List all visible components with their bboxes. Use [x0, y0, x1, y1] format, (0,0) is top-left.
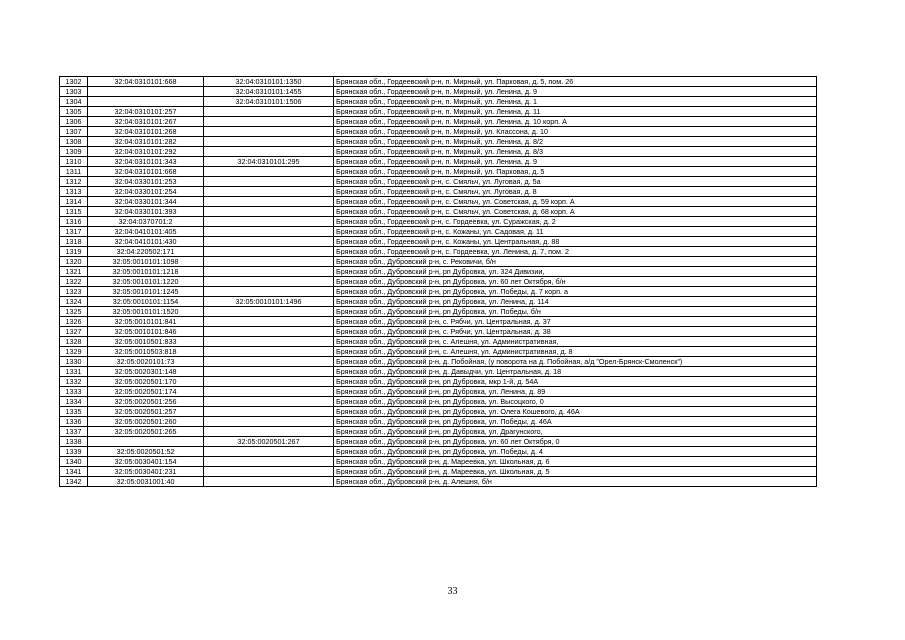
table-row: [60, 387, 817, 397]
cadastral-number-building-cell: [204, 337, 334, 347]
cadastral-number-building-cell: [204, 387, 334, 397]
cadastral-number-building-cell: [204, 177, 334, 187]
table-row: [60, 77, 817, 87]
cadastral-number-land-cell: 32:04:0330101:253: [88, 177, 204, 187]
cadastral-number-building-cell: [204, 357, 334, 367]
table-row: [60, 217, 817, 227]
table-row: [60, 347, 817, 357]
cadastral-number-land-cell: 32:05:0010101:841: [88, 317, 204, 327]
cadastral-number-land-cell: 32:05:0010101:1098: [88, 257, 204, 267]
address-cell: Брянская обл., Дубровский р-н, рп Дубровка, ул. 60 лет Октября, 0: [334, 437, 817, 447]
cadastral-number-building-cell: [204, 117, 334, 127]
table-row: [60, 157, 817, 167]
address-cell: Брянская обл., Дубровский р-н, рп Дубровка, мкр 1-й, д. 54А: [334, 377, 817, 387]
address-cell: Брянская обл., Гордеевский р-н, п. Мирный, ул. Ленина, д. 11: [334, 107, 817, 117]
address-cell: Брянская обл., Дубровский р-н, д. Мареевка, ул. Школьная, д. 5: [334, 467, 817, 477]
row-number-cell: 1336: [60, 417, 88, 427]
cadastral-number-building-cell: [204, 257, 334, 267]
cadastral-number-building-cell: [204, 217, 334, 227]
table-row: [60, 237, 817, 247]
row-number-cell: 1334: [60, 397, 88, 407]
row-number-cell: 1304: [60, 97, 88, 107]
row-number-cell: 1321: [60, 267, 88, 277]
cadastral-number-land-cell: 32:05:0030401:154: [88, 457, 204, 467]
table-row: [60, 467, 817, 477]
cadastral-number-land-cell: 32:05:0020501:170: [88, 377, 204, 387]
cadastral-number-land-cell: 32:04:0310101:292: [88, 147, 204, 157]
row-number-cell: 1339: [60, 447, 88, 457]
cadastral-number-land-cell: 32:05:0020301:148: [88, 367, 204, 377]
table-row: [60, 187, 817, 197]
row-number-cell: 1311: [60, 167, 88, 177]
table-row: [60, 177, 817, 187]
table-row: [60, 457, 817, 467]
table-row: [60, 357, 817, 367]
cadastral-number-building-cell: [204, 237, 334, 247]
row-number-cell: 1331: [60, 367, 88, 377]
cadastral-number-building-cell: [204, 277, 334, 287]
table-row: [60, 147, 817, 157]
cadastral-number-building-cell: [204, 207, 334, 217]
row-number-cell: 1319: [60, 247, 88, 257]
cadastral-number-building-cell: [204, 147, 334, 157]
cadastral-number-land-cell: 32:05:0010503:818: [88, 347, 204, 357]
cadastral-number-land-cell: 32:05:0020501:260: [88, 417, 204, 427]
address-cell: Брянская обл., Дубровский р-н, с. Рябчи, ул. Центральная, д. 38: [334, 327, 817, 337]
cadastral-number-land-cell: 32:05:0030401:231: [88, 467, 204, 477]
cadastral-number-land-cell: 32:04:0310101:343: [88, 157, 204, 167]
address-cell: Брянская обл., Гордеевский р-н, с. Гордеевка, ул. Суражская, д. 2: [334, 217, 817, 227]
row-number-cell: 1327: [60, 327, 88, 337]
table-row: [60, 307, 817, 317]
cadastral-number-land-cell: 32:04:0310101:668: [88, 77, 204, 87]
row-number-cell: 1318: [60, 237, 88, 247]
address-cell: Брянская обл., Дубровский р-н, рп Дубровка, ул. Высоцкого, 0: [334, 397, 817, 407]
table-row: [60, 97, 817, 107]
row-number-cell: 1306: [60, 117, 88, 127]
table-row: [60, 377, 817, 387]
cadastral-number-building-cell: [204, 467, 334, 477]
row-number-cell: 1314: [60, 197, 88, 207]
row-number-cell: 1302: [60, 77, 88, 87]
row-number-cell: 1305: [60, 107, 88, 117]
row-number-cell: 1309: [60, 147, 88, 157]
table-row: [60, 397, 817, 407]
row-number-cell: 1335: [60, 407, 88, 417]
cadastral-number-land-cell: 32:04:0310101:282: [88, 137, 204, 147]
address-cell: Брянская обл., Дубровский р-н, рп Дубровка, ул. Ленина, д. 114: [334, 297, 817, 307]
table-row: [60, 207, 817, 217]
address-cell: Брянская обл., Дубровский р-н, рп Дубровка, ул. Победы, д. 7 корп. а: [334, 287, 817, 297]
cadastral-number-building-cell: [204, 267, 334, 277]
row-number-cell: 1316: [60, 217, 88, 227]
cadastral-number-land-cell: 32:04:0370701:2: [88, 217, 204, 227]
row-number-cell: 1310: [60, 157, 88, 167]
page-number: 33: [447, 586, 458, 597]
cadastral-number-land-cell: 32:05:0020501:52: [88, 447, 204, 457]
row-number-cell: 1303: [60, 87, 88, 97]
address-cell: Брянская обл., Дубровский р-н, рп Дубровка, ул. Олега Кошевого, д. 46А: [334, 407, 817, 417]
cadastral-number-building-cell: [204, 247, 334, 257]
table-row: [60, 277, 817, 287]
cadastral-number-building-cell: [204, 167, 334, 177]
row-number-cell: 1324: [60, 297, 88, 307]
cadastral-number-building-cell: [204, 397, 334, 407]
table-row: [60, 227, 817, 237]
table-row: [60, 247, 817, 257]
address-cell: Брянская обл., Дубровский р-н, рп Дубровка, ул. Драгунского,: [334, 427, 817, 437]
address-cell: Брянская обл., Гордеевский р-н, с. Кожаны, ул. Центральная, д. 88: [334, 237, 817, 247]
table-row: [60, 287, 817, 297]
cadastral-number-building-cell: [204, 377, 334, 387]
table-row: [60, 107, 817, 117]
cadastral-number-land-cell: 32:05:0010101:1220: [88, 277, 204, 287]
row-number-cell: 1333: [60, 387, 88, 397]
row-number-cell: 1337: [60, 427, 88, 437]
address-cell: Брянская обл., Дубровский р-н, рп Дубровка, ул. Победы, б/н: [334, 307, 817, 317]
table-row: [60, 367, 817, 377]
table-row: [60, 317, 817, 327]
row-number-cell: 1329: [60, 347, 88, 357]
address-cell: Брянская обл., Дубровский р-н, рп Дубровка, ул. Победы, д. 46А: [334, 417, 817, 427]
cadastral-number-building-cell: [204, 317, 334, 327]
cadastral-number-land-cell: 32:04:0310101:668: [88, 167, 204, 177]
cadastral-number-building-cell: [204, 407, 334, 417]
cadastral-number-land-cell: 32:04:0310101:268: [88, 127, 204, 137]
cadastral-number-land-cell: 32:04:220502:171: [88, 247, 204, 257]
cadastral-number-building-cell: [204, 367, 334, 377]
address-cell: Брянская обл., Дубровский р-н, рп Дубровка, ул. Ленина, д. 89: [334, 387, 817, 397]
address-cell: Брянская обл., Гордеевский р-н, с. Гордеевка, ул. Ленина, д. 7, пом. 2: [334, 247, 817, 257]
cadastral-number-land-cell: 32:05:0010101:1245: [88, 287, 204, 297]
table-row: [60, 117, 817, 127]
row-number-cell: 1326: [60, 317, 88, 327]
address-cell: Брянская обл., Дубровский р-н, с. Алешня, ул. Административная, д. 8: [334, 347, 817, 357]
cadastral-number-land-cell: 32:05:0010101:1154: [88, 297, 204, 307]
cadastral-number-land-cell: 32:04:0310101:257: [88, 107, 204, 117]
cadastral-number-land-cell: 32:04:0330101:393: [88, 207, 204, 217]
cadastral-number-building-cell: [204, 197, 334, 207]
cadastral-number-land-cell: 32:04:0410101:405: [88, 227, 204, 237]
address-cell: Брянская обл., Гордеевский р-н, п. Мирный, ул. Классона, д. 10: [334, 127, 817, 137]
cadastral-number-building-cell: 32:04:0310101:1506: [204, 97, 334, 107]
row-number-cell: 1322: [60, 277, 88, 287]
row-number-cell: 1340: [60, 457, 88, 467]
cadastral-number-land-cell: 32:05:0031001:40: [88, 477, 204, 487]
address-cell: Брянская обл., Дубровский р-н, д. Алешня, б/н: [334, 477, 817, 487]
address-cell: Брянская обл., Гордеевский р-н, с. Кожаны, ул. Садовая, д. 11: [334, 227, 817, 237]
table-row: [60, 337, 817, 347]
register-table-body: [60, 77, 817, 487]
cadastral-number-building-cell: 32:05:0010101:1496: [204, 297, 334, 307]
cadastral-number-building-cell: [204, 287, 334, 297]
address-cell: Брянская обл., Гордеевский р-н, с. Смяльч, ул. Луговая, д. 8: [334, 187, 817, 197]
cadastral-number-land-cell: 32:05:0020501:265: [88, 427, 204, 437]
cadastral-number-building-cell: 32:04:0310101:1350: [204, 77, 334, 87]
row-number-cell: 1317: [60, 227, 88, 237]
cadastral-number-land-cell: [88, 87, 204, 97]
table-row: [60, 137, 817, 147]
cadastral-number-building-cell: [204, 307, 334, 317]
cadastral-number-land-cell: 32:05:0020101:73: [88, 357, 204, 367]
row-number-cell: 1307: [60, 127, 88, 137]
cadastral-number-land-cell: 32:04:0410101:430: [88, 237, 204, 247]
cadastral-number-building-cell: [204, 187, 334, 197]
cadastral-number-building-cell: [204, 127, 334, 137]
cadastral-number-land-cell: 32:05:0020501:256: [88, 397, 204, 407]
cadastral-number-building-cell: 32:04:0310101:1455: [204, 87, 334, 97]
table-row: [60, 427, 817, 437]
address-cell: Брянская обл., Дубровский р-н, рп Дубровка, ул. 60 лет Октября, б/н: [334, 277, 817, 287]
address-cell: Брянская обл., Дубровский р-н, д. Побойная, (у поворота на д. Побойная, а/д "Орел-Брянск-Смоленск"): [334, 357, 817, 367]
register-table: [59, 76, 817, 487]
row-number-cell: 1330: [60, 357, 88, 367]
address-cell: Брянская обл., Дубровский р-н, с. Рябчи, ул. Центральная, д. 37: [334, 317, 817, 327]
row-number-cell: 1341: [60, 467, 88, 477]
table-row: [60, 297, 817, 307]
cadastral-number-land-cell: 32:04:0310101:267: [88, 117, 204, 127]
table-row: [60, 257, 817, 267]
cadastral-number-land-cell: 32:05:0020501:257: [88, 407, 204, 417]
table-row: [60, 477, 817, 487]
cadastral-number-building-cell: [204, 417, 334, 427]
address-cell: Брянская обл., Гордеевский р-н, п. Мирный, ул. Парковая, д. 5: [334, 167, 817, 177]
cadastral-number-land-cell: 32:05:0010501:833: [88, 337, 204, 347]
address-cell: Брянская обл., Дубровский р-н, рп Дубровка, ул. 324 Дивизии,: [334, 267, 817, 277]
address-cell: Брянская обл., Гордеевский р-н, п. Мирный, ул. Парковая, д. 5, пом. 26: [334, 77, 817, 87]
cadastral-number-building-cell: [204, 107, 334, 117]
cadastral-number-building-cell: [204, 327, 334, 337]
cadastral-number-land-cell: [88, 437, 204, 447]
cadastral-number-land-cell: 32:05:0010101:1520: [88, 307, 204, 317]
cadastral-number-building-cell: [204, 477, 334, 487]
cadastral-number-building-cell: 32:04:0310101:295: [204, 157, 334, 167]
cadastral-number-building-cell: [204, 427, 334, 437]
address-cell: Брянская обл., Гордеевский р-н, п. Мирный, ул. Ленина, д. 10 корп. А: [334, 117, 817, 127]
table-row: [60, 197, 817, 207]
address-cell: Брянская обл., Гордеевский р-н, с. Смяльч, ул. Советская, д. 68 корп. А: [334, 207, 817, 217]
address-cell: Брянская обл., Дубровский р-н, д. Давыдчи, ул. Центральная, д. 18: [334, 367, 817, 377]
cadastral-number-land-cell: 32:04:0330101:344: [88, 197, 204, 207]
cadastral-number-building-cell: [204, 227, 334, 237]
address-cell: Брянская обл., Гордеевский р-н, п. Мирный, ул. Ленина, д. 8/3: [334, 147, 817, 157]
table-row: [60, 127, 817, 137]
address-cell: Брянская обл., Гордеевский р-н, с. Смяльч, ул. Советская, д. 59 корп. А: [334, 197, 817, 207]
address-cell: Брянская обл., Дубровский р-н, с. Рековичи, б/н: [334, 257, 817, 267]
cadastral-number-land-cell: 32:04:0330101:254: [88, 187, 204, 197]
cadastral-number-land-cell: 32:05:0020501:174: [88, 387, 204, 397]
row-number-cell: 1325: [60, 307, 88, 317]
address-cell: Брянская обл., Дубровский р-н, рп Дубровка, ул. Победы, д. 4: [334, 447, 817, 457]
row-number-cell: 1320: [60, 257, 88, 267]
table-row: [60, 327, 817, 337]
table-row: [60, 167, 817, 177]
table-row: [60, 417, 817, 427]
address-cell: Брянская обл., Гордеевский р-н, п. Мирный, ул. Ленина, д. 9: [334, 87, 817, 97]
row-number-cell: 1313: [60, 187, 88, 197]
cadastral-number-building-cell: [204, 347, 334, 357]
table-row: [60, 87, 817, 97]
table-row: [60, 437, 817, 447]
table-row: [60, 267, 817, 277]
address-cell: Брянская обл., Дубровский р-н, с. Алешня, ул. Административная,: [334, 337, 817, 347]
row-number-cell: 1312: [60, 177, 88, 187]
row-number-cell: 1308: [60, 137, 88, 147]
row-number-cell: 1342: [60, 477, 88, 487]
cadastral-number-building-cell: [204, 137, 334, 147]
address-cell: Брянская обл., Гордеевский р-н, п. Мирный, ул. Ленина, д. 8/2: [334, 137, 817, 147]
address-cell: Брянская обл., Гордеевский р-н, п. Мирный, ул. Ленина, д. 9: [334, 157, 817, 167]
cadastral-number-building-cell: [204, 447, 334, 457]
row-number-cell: 1332: [60, 377, 88, 387]
cadastral-number-land-cell: 32:05:0010101:1218: [88, 267, 204, 277]
cadastral-number-land-cell: [88, 97, 204, 107]
cadastral-number-building-cell: [204, 457, 334, 467]
address-cell: Брянская обл., Дубровский р-н, д. Мареевка, ул. Школьная, д. 6: [334, 457, 817, 467]
cadastral-number-land-cell: 32:05:0010101:846: [88, 327, 204, 337]
address-cell: Брянская обл., Гордеевский р-н, с. Смяльч, ул. Луговая, д. 5а: [334, 177, 817, 187]
cadastral-number-building-cell: 32:05:0020501:267: [204, 437, 334, 447]
address-cell: Брянская обл., Гордеевский р-н, п. Мирный, ул. Ленина, д. 1: [334, 97, 817, 107]
table-row: [60, 407, 817, 417]
row-number-cell: 1328: [60, 337, 88, 347]
row-number-cell: 1323: [60, 287, 88, 297]
row-number-cell: 1315: [60, 207, 88, 217]
table-row: [60, 447, 817, 457]
row-number-cell: 1338: [60, 437, 88, 447]
